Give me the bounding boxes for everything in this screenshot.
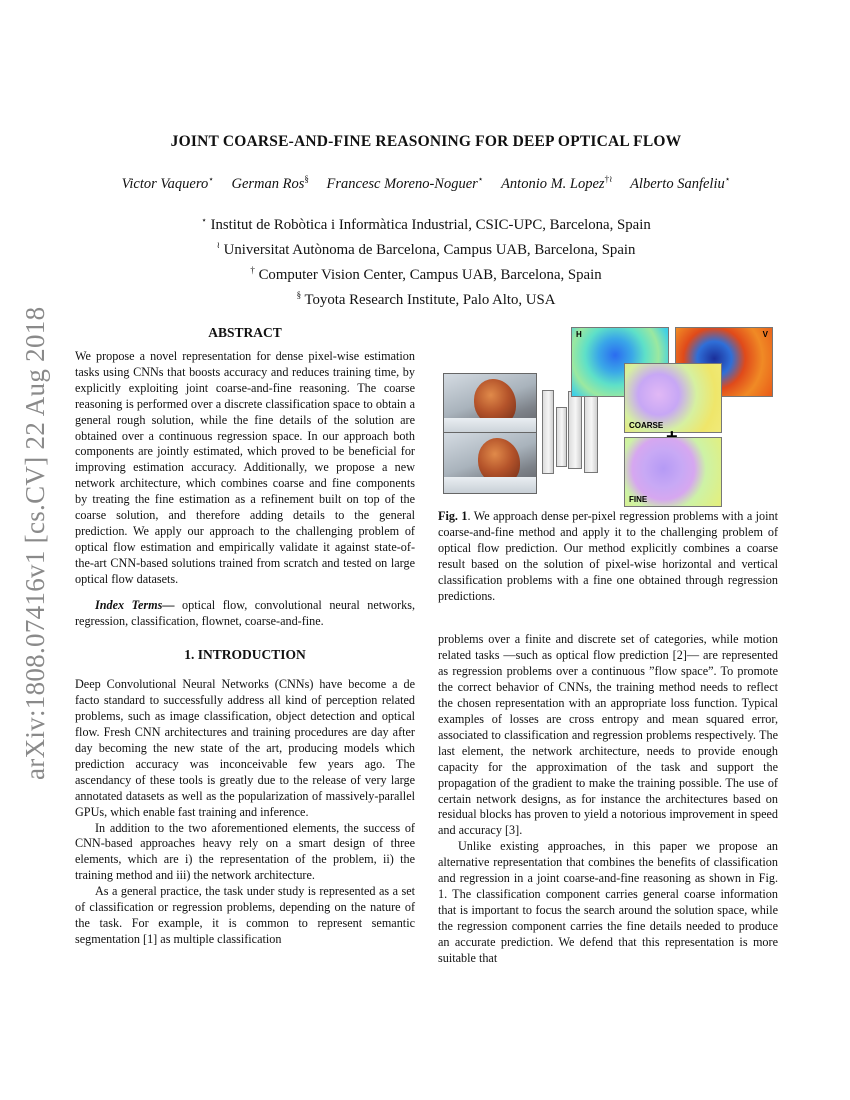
figure-1-caption: [438, 509, 778, 604]
index-terms: [75, 598, 415, 630]
horizontal-flow-label: H: [576, 330, 582, 339]
coarse-flow-map: [624, 363, 722, 433]
affiliation: ≀ Universitat Autònoma de Barcelona, Campus UAB, Barcelona, Spain: [216, 239, 636, 258]
figure-1-caption-text: . We approach dense per-pixel regression problems with a joint coarse-and-fine method and apply it to the challenging problem of optical flow prediction. Our method explicitly combines a coarse result based on the solution of pixel-wise horizontal and vertical classification problems with a fine one obtained through regression predictions.: [438, 509, 778, 603]
author: Francesc Moreno-Noguer⋆: [326, 174, 484, 192]
intro-paragraph: As a general practice, the task under study is represented as a set of classification or regression problems, depending on the nature of the task. For example, it is common to represent semantic segmentation [1] as multiple classification: [75, 884, 415, 946]
body-paragraph: Unlike existing approaches, in this paper we propose an alternative representation that combines the benefits of classification and regression in a joint coarse-and-fine reasoning as shown in Fig. 1. The classification component carries general coarse information that is important to focus the search around the solution space, while the regression component carries the fine details needed to produce an accurate prediction. We defend that this representation is more suitable that: [438, 839, 778, 965]
index-terms-text: optical flow, convolutional neural networks, regression, classification, flownet, coarse-and-fine.: [75, 597, 415, 628]
abstract-heading: ABSTRACT: [208, 325, 282, 340]
figure-1-caption-label: Fig. 1: [438, 509, 468, 523]
author: German Ros§: [231, 174, 309, 192]
fine-flow-map: [624, 437, 722, 507]
network-layer-block: [584, 385, 598, 473]
intro-paragraph: Deep Convolutional Neural Networks (CNNs) have become a de facto standard to successfully address all kind of perception related problems, such as image classification, object detection and optical flow. Fresh CNN architectures and training procedures are day after day becoming the new state of the art, producing models which prediction accuracy was inconceivable few years ago. The ascendancy of these tools is greatly due to the release of very large annotated datasets as well as the popularization of massively-parallel GPUs, which enable fast training and inference.: [75, 677, 415, 819]
affiliation: † Computer Vision Center, Campus UAB, Barcelona, Spain: [250, 264, 602, 283]
vertical-flow-label: V: [762, 330, 768, 339]
paper-title: JOINT COARSE-AND-FINE REASONING FOR DEEP OPTICAL FLOW: [170, 133, 682, 150]
author-list: [60, 174, 792, 193]
coarse-flow-label: COARSE: [629, 421, 664, 430]
left-column: [75, 325, 415, 948]
affiliation: ⋆ Institut de Robòtica i Informàtica Industrial, CSIC-UPC, Barcelona, Spain: [201, 215, 651, 233]
figure-1: [438, 325, 778, 507]
input-frame-2-image: [443, 432, 537, 494]
fine-flow-label: FINE: [629, 495, 648, 504]
abstract-text: We propose a novel representation for dense pixel-wise estimation tasks using CNNs that boosts accuracy and reduces training time, by explicitly exploiting joint coarse-and-fine reasoning. The coarse reasoning is performed over a discrete classification space to obtain a general rough solution, while the fine details of the solution are obtained over a continuous regression space. In our approach both components are jointly estimated, which proved to be beneficial for improving estimation accuracy. Additionally, we propose a new network architecture, which combines coarse and fine components by treating the fine estimation as a refinement built on top of the coarse solution, and therefore adding details to the general prediction. We apply our approach to the challenging problem of optical flow estimation and empirically validate it against state-of-the-art CNN-based solutions trained from scratch and tested on large optical flow datasets.: [75, 349, 415, 586]
affiliation: § Toyota Research Institute, Palo Alto, USA: [296, 289, 556, 308]
introduction-heading: 1. INTRODUCTION: [184, 647, 306, 663]
affiliation-list: [60, 210, 792, 310]
intro-paragraph: In addition to the two aforementioned elements, the success of CNN-based approaches heavy rely on a smart design of three elements, which are i) the representation of the problem, ii) the training method and iii) the network architecture.: [75, 820, 415, 883]
network-layer-block: [542, 390, 554, 474]
body-paragraph: problems over a finite and discrete set of categories, while motion related tasks —such as optical flow prediction [2]— are represented as regression problems over a continuous ”flow space”. To promote the correct behavior of CNNs, the training method needs to reflect the chosen representation with an appropriate loss function. Typical examples of losses are cross entropy and mean squared error, associated to classification and regression problems respectively. The last element, the network architecture, needs to provide enough capacity for the approximation of the task and support the propagation of the gradient to make the training possible. The use of certain network designs, as for instance the architectures based on residual blocks has proven to yield a notorious improvement in speed and accuracy [3].: [438, 632, 778, 838]
author: Victor Vaquero⋆: [121, 174, 214, 192]
right-column: [438, 325, 778, 966]
network-layer-block: [568, 391, 582, 469]
arxiv-stamp: arXiv:1808.07416v1 [cs.CV] 22 Aug 2018: [20, 306, 50, 780]
input-frame-1-image: [443, 373, 537, 435]
author: Antonio M. Lopez†≀: [501, 174, 613, 192]
network-layer-block: [556, 407, 567, 467]
author: Alberto Sanfeliu⋆: [630, 174, 731, 192]
index-terms-label: Index Terms—: [95, 597, 175, 612]
